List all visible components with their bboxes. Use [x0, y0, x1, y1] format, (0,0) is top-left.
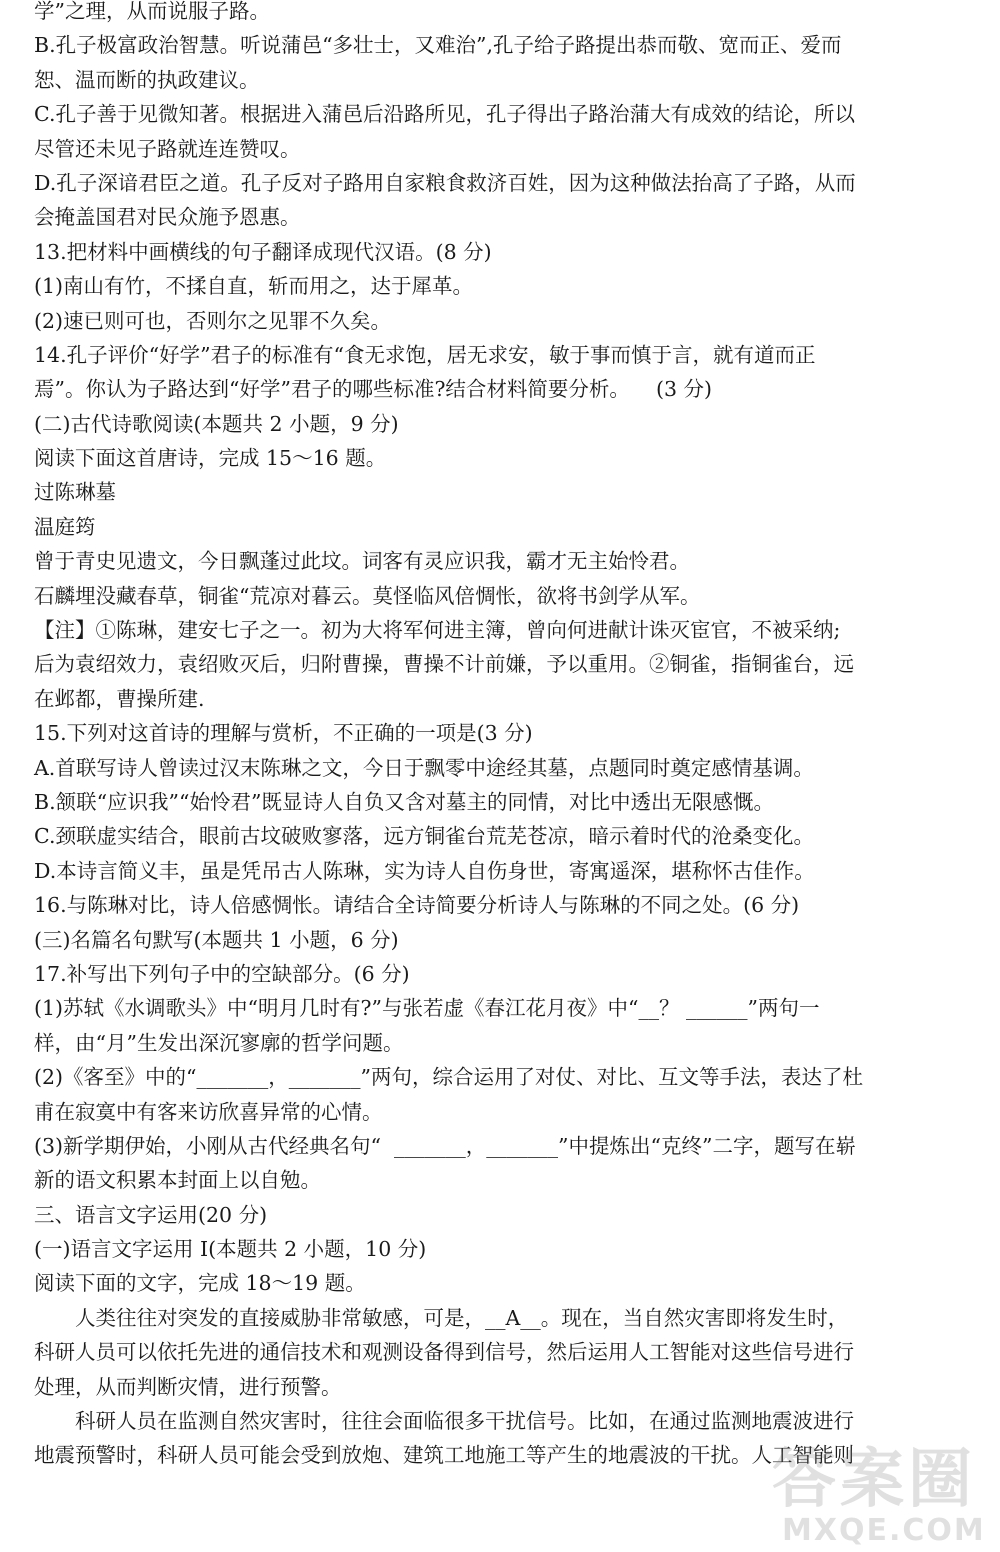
note-line: 【注】①陈琳，建安七子之一。初为大将军何进主簿，曾向何进献计诛灭宦官，不被采纳; [34, 618, 841, 643]
text-line: (3)新学期伊始，小刚从古代经典名句“ _______，_______”中提炼出“克终”二字，题写在崭 [34, 1133, 856, 1158]
text-line: (2)速已则可也，否则尔之见罪不久矣。 [34, 308, 392, 333]
question-17: 17.补写出下列句子中的空缺部分。(6 分) [34, 961, 410, 986]
section-heading: (二)古代诗歌阅读(本题共 2 小题，9 分) [34, 411, 399, 436]
text-line: 尽管还未见子路就连连赞叹。 [34, 136, 301, 161]
section-heading: (一)语言文字运用 I(本题共 2 小题，10 分) [34, 1237, 427, 1262]
text-line: 会掩盖国君对民众施予恩惠。 [34, 205, 301, 230]
poem-line: 曾于青史见遗文，今日飘蓬过此坟。词客有灵应识我，霸才无主始怜君。 [34, 549, 690, 574]
section-heading: 三、语言文字运用(20 分) [34, 1202, 268, 1227]
text-line: 恕、温而断的执政建议。 [34, 67, 260, 92]
text-line: (1)南山有竹，不揉自直，斩而用之，达于犀革。 [34, 274, 474, 299]
section-heading: (三)名篇名句默写(本题共 1 小题，6 分) [34, 927, 399, 952]
text-line: (1)苏轼《水调歌头》中“明月几时有?”与张若虚《春江花月夜》中“__？ ______”两句一 [34, 996, 820, 1021]
question-14: 14.孔子评价“好学”君子的标准有“食无求饱，居无求安，敏于事而慎于言，就有道而正 [34, 342, 816, 367]
text-line: 新的语文积累本封面上以自勉。 [34, 1168, 321, 1193]
paragraph-line: 科研人员在监测自然灾害时，往往会面临很多干扰信号。比如，在通过监测地震波进行 [75, 1409, 854, 1434]
poem-author: 温庭筠 [34, 514, 96, 539]
poem-line: 石麟埋没藏春草，铜雀“荒凉对暮云。莫怪临风倍惆怅，欲将书剑学从军。 [34, 583, 701, 608]
text-line: 阅读下面的文字，完成 18～19 题。 [34, 1271, 366, 1296]
text-line: 样，由“月”生发出深沉寥廓的哲学问题。 [34, 1030, 404, 1055]
text-line: C.孔子善于见微知著。根据进入蒲邑后沿路所见，孔子得出子路治蒲大有成效的结论，所以 [34, 102, 855, 127]
watermark-url: MXQE.COM [782, 1513, 986, 1548]
text-line: 学”之理，从而说服子路。 [34, 0, 270, 23]
note-line: 后为袁绍效力，袁绍败灭后，归附曹操，曹操不计前嫌，予以重用。②铜雀，指铜雀台，远 [34, 652, 854, 677]
text-line: (2)《客至》中的“_______，_______”两句，综合运用了对仗、对比、互文等手法，表达了杜 [34, 1065, 863, 1090]
watermark-logo [772, 1428, 986, 1548]
question-13: 13.把材料中画横线的句子翻译成现代汉语。(8 分) [34, 239, 492, 264]
paragraph-line: 人类往往对突发的直接威胁非常敏感，可是，__A__。现在，当自然灾害即将发生时， [75, 1305, 849, 1330]
paragraph-line: 地震预警时，科研人员可能会受到放炮、建筑工地施工等产生的地震波的干扰。人工智能则 [34, 1443, 854, 1468]
paragraph-line: 处理，从而判断灾情，进行预警。 [34, 1374, 342, 1399]
text-line: D.孔子深谙君臣之道。孔子反对子路用自家粮食救济百姓，因为这种做法抬高了子路，从而 [34, 170, 856, 195]
question-16: 16.与陈琳对比，诗人倍感惆怅。请结合全诗简要分析诗人与陈琳的不同之处。(6 分) [34, 893, 800, 918]
text-line: B.孔子极富政治智慧。听说蒲邑“多壮士，又难治”,孔子给子路提出恭而敬、宽而正、爱而 [34, 33, 842, 58]
text-line: 甫在寂寞中有客来访欣喜异常的心情。 [34, 1099, 383, 1124]
option-c: C.颈联虚实结合，眼前古坟破败寥落，远方铜雀台荒芜苍凉，暗示着时代的沧桑变化。 [34, 824, 814, 849]
option-a: A.首联写诗人曾读过汉末陈琳之文，今日于飘零中途经其墓，点题同时奠定感情基调。 [34, 755, 814, 780]
note-line: 在邺都，曹操所建. [34, 686, 205, 711]
question-15: 15.下列对这首诗的理解与赏析，不正确的一项是(3 分) [34, 721, 533, 746]
watermark-text: 答案圈 [772, 1443, 976, 1517]
document-page [34, 0, 969, 1473]
option-b: B.颔联“应识我”“始怜君”既显诗人自负又含对墓主的同情，对比中透出无限感慨。 [34, 789, 774, 814]
paragraph-line: 科研人员可以依托先进的通信技术和观测设备得到信号，然后运用人工智能对这些信号进行 [34, 1340, 854, 1365]
poem-title: 过陈琳墓 [34, 480, 116, 505]
text-line: 焉”。你认为子路达到“好学”君子的哪些标准?结合材料简要分析。 (3 分) [34, 377, 713, 402]
option-d: D.本诗言简义丰，虽是凭吊古人陈琳，实为诗人自伤身世，寄寓遥深，堪称怀古佳作。 [34, 858, 815, 883]
text-line: 阅读下面这首唐诗，完成 15～16 题。 [34, 446, 387, 471]
